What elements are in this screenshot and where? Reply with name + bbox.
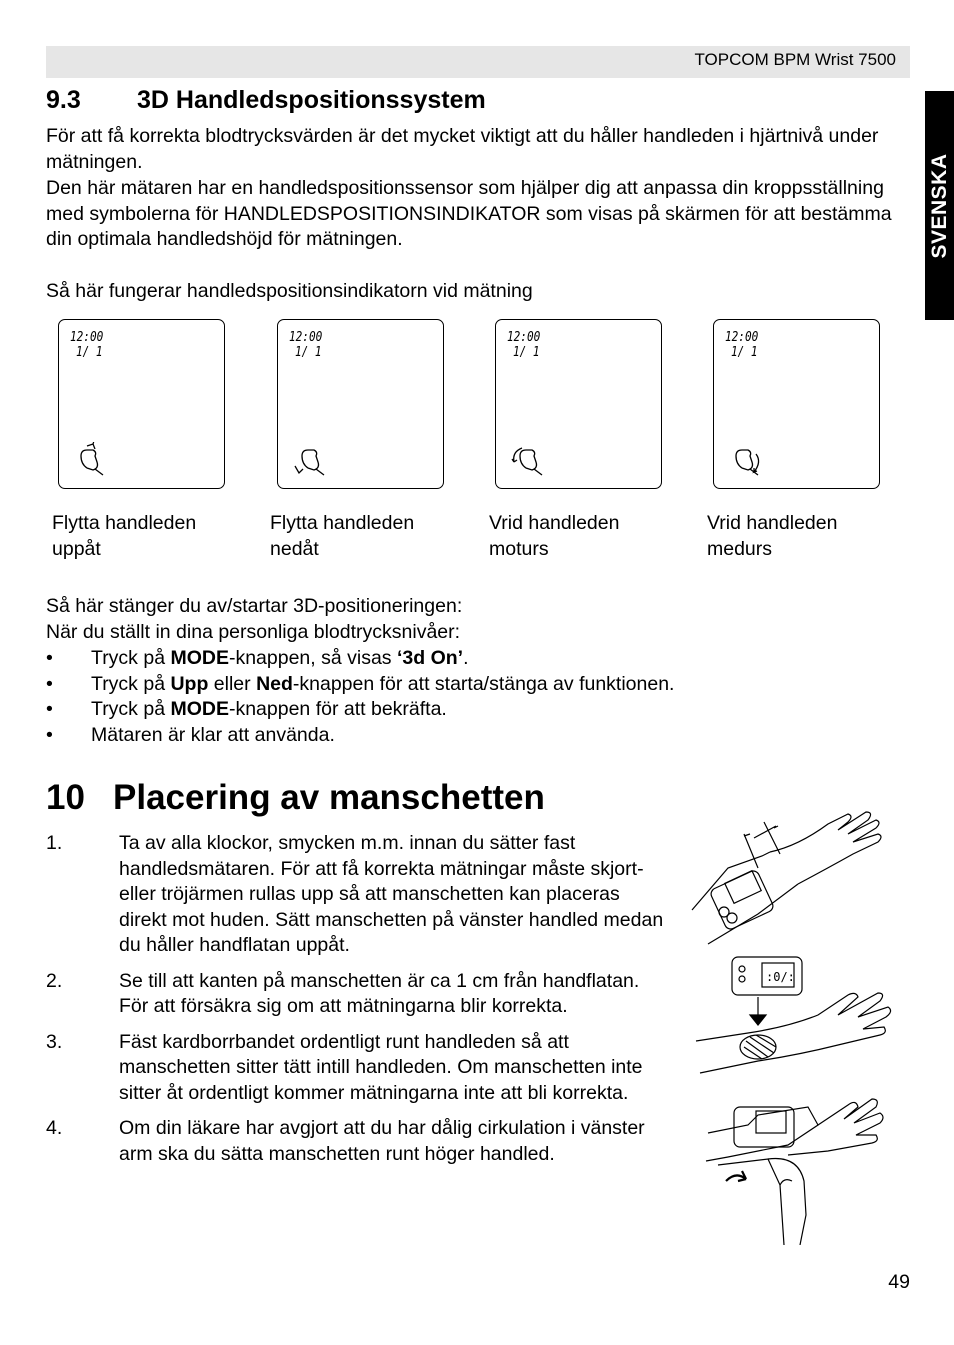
lcd-panel-cw (713, 319, 880, 489)
step-number: 4. (46, 1117, 63, 1139)
section-number: 9.3 (46, 86, 81, 114)
caption-line: Vrid handleden (489, 512, 620, 534)
step-text: Fäst kardborrbandet ordentligt runt handleden så att manschetten sitter tätt intill handleden. Om manschetten inte sitter åt ordentligt kommer mätningarna inte att bli korrekta. (119, 1030, 643, 1104)
caption-line: Flytta handleden (270, 512, 415, 534)
lcd-readout (725, 330, 758, 360)
header-title: TOPCOM BPM Wrist 7500 (694, 50, 896, 69)
panel-caption (52, 511, 242, 562)
step-number: 3. (46, 1030, 63, 1053)
wrist-rotate-ccw-icon (510, 442, 546, 478)
section-heading (46, 86, 486, 115)
section-paragraph-2: Den här mätaren har en handledspositionssensor som hjälper dig att anpassa din kroppsställning med symbolerna för HANDLEDSPOSITIONSINDIKATOR som visas på skärmen för att bestämma din optimala handledshöjd för mätningen. (46, 177, 892, 250)
chapter-title: Placering av manschetten (113, 778, 545, 817)
page-number: 49 (888, 1271, 910, 1293)
caption-line: Flytta handleden (52, 512, 197, 534)
toggle-intro-1: Så här stänger du av/startar 3D-positioneringen: (46, 595, 463, 617)
panel-caption (489, 511, 679, 562)
panel-caption (707, 511, 897, 562)
list-item: • Tryck på MODE-knappen, så visas ‘3d On’. (46, 646, 906, 672)
wrist-up-icon (73, 442, 109, 478)
section-paragraph-1: För att få korrekta blodtrycksvärden är det mycket viktigt att du håller handleden i hjärtnivå under mätningen. (46, 125, 879, 173)
caption-line: Vrid handleden (707, 512, 838, 534)
chapter-heading (46, 778, 545, 818)
step-number: 2. (46, 969, 63, 992)
lcd-date: 1/ 1 (294, 345, 322, 360)
list-item: • Mätaren är klar att använda. (46, 723, 906, 749)
lcd-readout (507, 330, 540, 360)
list-item (46, 831, 666, 959)
lcd-readout (289, 330, 322, 360)
list-item: • Tryck på MODE-knappen för att bekräfta. (46, 697, 906, 723)
step-text: Ta av alla klockor, smycken m.m. innan du sätter fast handledsmätaren. För att få korrekta mätningar måste skjort- eller tröjärmen rullas upp så att manschetten kan placeras direkt mot huden. Sätt manschetten på vänster handled medan du håller handflatan uppåt. (119, 832, 664, 956)
lcd-date: 1/ 1 (75, 345, 103, 360)
indicator-intro: Så här fungerar handledspositionsindikatorn vid mätning (46, 280, 533, 302)
lcd-readout (70, 330, 103, 360)
lcd-date: 1/ 1 (730, 345, 758, 360)
caption-line: nedåt (270, 537, 319, 560)
list-item: • Tryck på Upp eller Ned-knappen för att starta/stänga av funktionen. (46, 672, 906, 698)
language-tab-label: SVENSKA (927, 152, 951, 259)
step-text: Om din läkare har avgjort att du har dålig cirkulation i vänster arm ska du sätta manschetten runt höger handled. (119, 1117, 645, 1165)
lcd-panel-up (58, 319, 225, 489)
toggle-steps-list (46, 646, 906, 748)
list-item (46, 1030, 666, 1107)
lcd-time: 12:00 (507, 330, 541, 345)
chapter-number: 10 (46, 778, 85, 817)
velcro-fastening-illustration (688, 1085, 898, 1245)
header-bar (46, 46, 910, 78)
lcd-panel-ccw (495, 319, 662, 489)
step-number: 1. (46, 832, 63, 854)
lcd-time: 12:00 (289, 330, 323, 345)
step-text: Se till att kanten på manschetten är ca 1 cm från handflatan. För att försäkra sig om att mätningarna blir korrekta. (119, 969, 640, 1017)
list-item (46, 969, 666, 1020)
lcd-panel-down (277, 319, 444, 489)
wrist-rotate-cw-icon (728, 442, 764, 478)
section-title: 3D Handledspositionssystem (137, 86, 486, 114)
wrist-down-icon (292, 442, 328, 478)
lcd-time: 12:00 (725, 330, 759, 345)
caption-line: uppåt (52, 537, 101, 560)
caption-line: moturs (489, 537, 549, 560)
language-tab (925, 91, 954, 320)
cuff-steps-list (46, 831, 666, 1167)
lcd-time: 12:00 (70, 330, 104, 345)
lcd-date: 1/ 1 (512, 345, 540, 360)
svg-text::0/:: :0/: (766, 970, 795, 984)
wrist-cuff-distance-illustration (688, 806, 898, 946)
caption-line: medurs (707, 537, 773, 560)
list-item (46, 1116, 666, 1167)
panel-caption (270, 511, 460, 562)
cuff-placement-illustration (688, 955, 898, 1080)
toggle-intro-2: När du ställt in dina personliga blodtrycksnivåer: (46, 621, 461, 643)
